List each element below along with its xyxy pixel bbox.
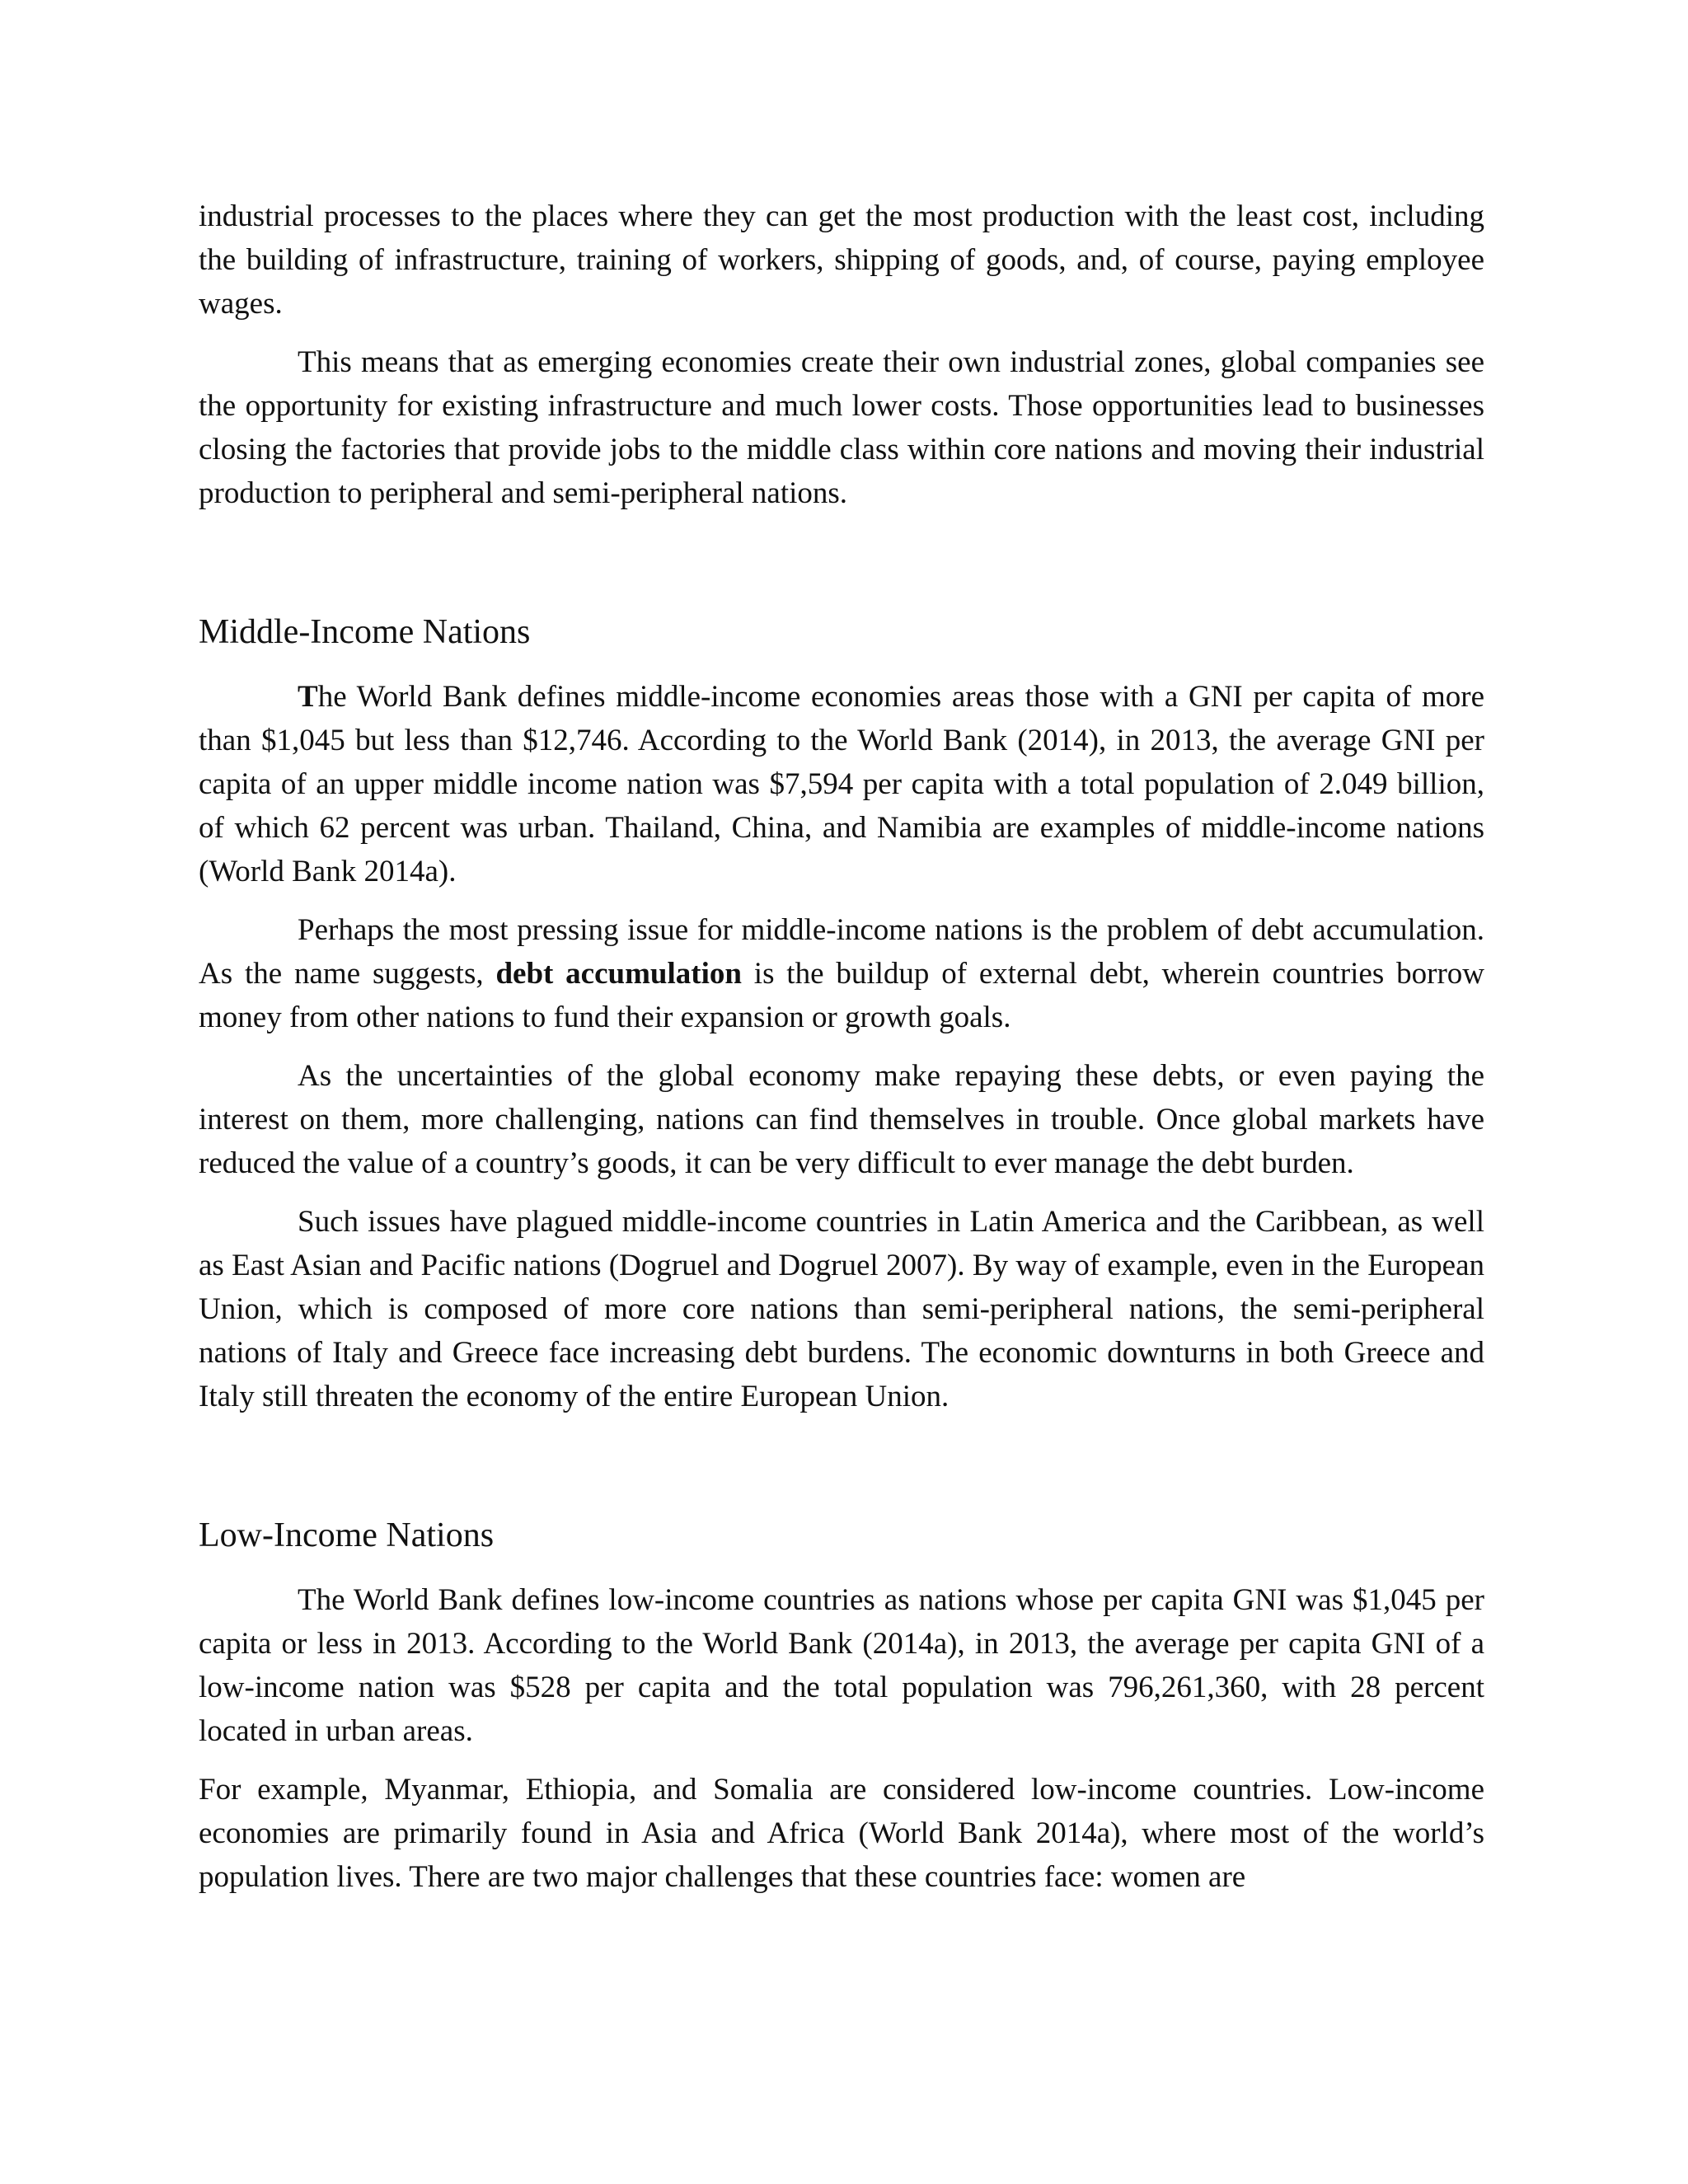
drop-letter: T <box>298 680 318 714</box>
middle-income-heading: Middle-Income Nations <box>199 613 531 651</box>
low-income-heading: Low-Income Nations <box>199 1516 495 1554</box>
intro-paragraph-2: This means that as emerging economies create their own industrial zones, global companies see the opportunity for existing infrastructure and much lower costs. Those opportunities lead to businesses closing the factories that provide jobs to the middle class within core nations and moving their industrial production to peripheral and semi-peripheral nations. <box>199 345 1484 510</box>
middle-income-paragraph-2-after: is the buildup of external debt, wherein countries borrow money from other nations to fund their expansion or growth goals. <box>199 957 1484 1034</box>
key-term-debt-accumulation: debt accumulation <box>495 957 742 991</box>
page-content <box>199 194 1484 1899</box>
middle-income-paragraph-2-before: Perhaps the most pressing issue for middle-income nations is the problem of debt accumulation. As the name suggests, <box>199 913 1484 991</box>
middle-income-paragraph-4: Such issues have plagued middle-income countries in Latin America and the Caribbean, as well as East Asian and Pacific nations (Dogruel and Dogruel 2007). By way of example, even in the European Union, which is composed of more core nations than semi-peripheral nations, the semi-peripheral nations of Italy and Greece face increasing debt burdens. The economic downturns in both Greece and Italy still threaten the economy of the entire European Union. <box>199 1205 1484 1413</box>
low-income-paragraph-1: The World Bank defines low-income countries as nations whose per capita GNI was $1,045 per capita or less in 2013. According to the World Bank (2014a), in 2013, the average per capita GNI of a low-income nation was $528 per capita and the total population was 796,261,360, with 28 percent located in urban areas. <box>199 1583 1484 1748</box>
middle-income-paragraph-3: As the uncertainties of the global economy make repaying these debts, or even paying the interest on them, more challenging, nations can find themselves in trouble. Once global markets have reduced the value of a country’s goods, it can be very difficult to ever manage the debt burden. <box>199 1059 1484 1180</box>
middle-income-section <box>199 607 1484 1418</box>
low-income-section <box>199 1511 1484 1899</box>
middle-income-paragraph-1-text: he World Bank defines middle-income economies areas those with a GNI per capita of more than $1,045 but less than $12,746. According to the World Bank (2014), in 2013, the average GNI per capita of an upper middle income nation was $7,594 per capita with a total population of 2.049 billion, of which 62 percent was urban. Thailand, China, and Namibia are examples of middle-income nations (World Bank 2014a). <box>199 680 1484 888</box>
low-income-paragraph-2: For example, Myanmar, Ethiopia, and Somalia are considered low-income countries. Low-income economies are primarily found in Asia and Africa (World Bank 2014a), where most of the world’s population lives. There are two major challenges that these countries face: women are <box>199 1773 1484 1894</box>
intro-paragraph-1: industrial processes to the places where they can get the most production with the least cost, including the building of infrastructure, training of workers, shipping of goods, and, of course, paying employee wages. <box>199 199 1484 321</box>
middle-income-paragraph-2 <box>199 908 1484 1039</box>
middle-income-paragraph-1 <box>199 675 1484 893</box>
